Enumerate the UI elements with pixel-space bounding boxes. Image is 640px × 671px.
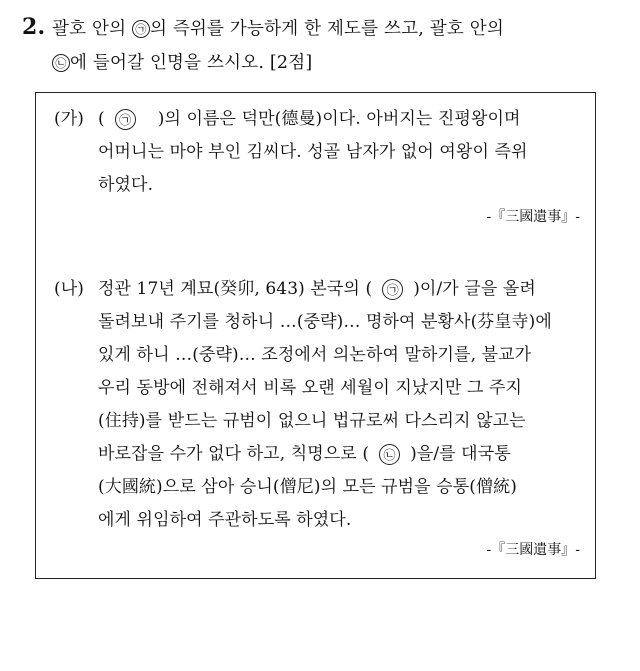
passage-na-line-8: 에게 위임하여 주관하도록 하였다. — [98, 510, 352, 530]
passage-ga-line-2: 어머니는 마야 부인 김씨다. 성골 남자가 없어 여왕이 즉위 — [98, 142, 528, 162]
passage-na-line-4: 우리 동방에 전해져서 비록 오랜 세월이 지났지만 그 주지 — [98, 378, 523, 398]
circled-mark-2: ㉡ — [52, 54, 70, 72]
passage-na-text-6b: )을/를 대국통 — [410, 444, 511, 464]
blank-open: ( — [98, 109, 105, 129]
passage-na-text-1a: 정관 17년 계묘(癸卯, 643) 본국의 ( — [98, 279, 373, 299]
passage-na-line-3: 있게 하니 …(중략)… 조정에서 의논하여 말하기를, 불교가 — [98, 345, 532, 365]
passage-ga-line-1 — [54, 103, 584, 136]
question-text-1a: 괄호 안의 — [52, 19, 132, 39]
passage-na-text-6a: 바로잡을 수가 없다 하고, 칙명으로 ( — [98, 444, 370, 464]
passage-na-text-1b: )이/가 글을 올려 — [413, 279, 536, 299]
passage-na — [54, 273, 584, 561]
question — [22, 10, 622, 80]
passage-box — [35, 92, 596, 579]
question-line-2 — [22, 46, 622, 80]
passage-na-line-6 — [54, 438, 584, 471]
question-text-1b: 의 즉위를 가능하게 한 제도를 쓰고, 괄호 안의 — [149, 19, 504, 39]
passage-na-line-2: 돌려보내 주기를 청하니 …(중략)… 명하여 분황사(芬皇寺)에 — [98, 312, 552, 332]
passage-na-label: (나) — [54, 279, 84, 299]
question-line-1 — [22, 10, 622, 46]
passage-ga-source: -『三國遺事』- — [486, 209, 580, 225]
question-number: 2. — [22, 14, 46, 40]
circled-mark-na-1: ㉠ — [382, 279, 403, 300]
blank-close: ) — [157, 109, 165, 129]
circled-mark-na-2: ㉡ — [379, 444, 400, 465]
question-text-2b: 에 들어갈 인명을 쓰시오. [2점] — [70, 53, 313, 73]
passage-ga-line-3: 하였다. — [98, 175, 154, 195]
passage-ga-label: (가) — [54, 109, 84, 129]
circled-mark-ga: ㉠ — [115, 109, 136, 130]
passage-ga — [54, 103, 584, 228]
circled-mark-1: ㉠ — [132, 20, 150, 38]
passage-na-line-1 — [54, 273, 584, 306]
passage-ga-text-1: 의 이름은 덕만(德曼)이다. 아버지는 진평왕이며 — [164, 109, 521, 129]
passage-na-line-5: (住持)를 받드는 규범이 없으니 법규로써 다스리지 않고는 — [98, 411, 526, 431]
passage-na-line-7: (大國統)으로 삼아 승니(僧尼)의 모든 규범을 승통(僧統) — [98, 477, 517, 497]
passage-na-source: -『三國遺事』- — [486, 542, 580, 558]
